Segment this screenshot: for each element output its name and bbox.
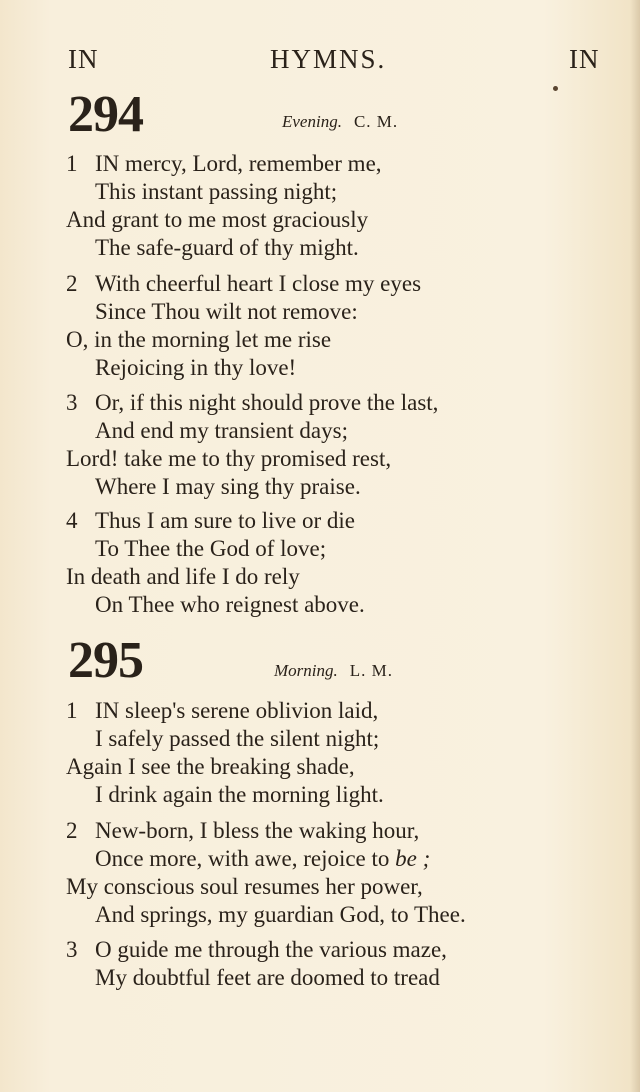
tune-name: Evening. C. M. (282, 112, 399, 131)
page-edge-shadow (630, 0, 640, 1092)
header-left-catchword: IN (68, 44, 99, 74)
verse-number: 4 (66, 508, 78, 533)
verse-number: 3 (66, 937, 78, 962)
verse-number: 1 (66, 151, 78, 176)
italic-word: be ; (395, 846, 431, 871)
hymn-header (68, 632, 588, 689)
meter: L. M. (349, 661, 393, 680)
verse-number: 2 (66, 818, 78, 843)
hymn-number: 294 (68, 86, 143, 143)
header-right-catchword: IN (569, 44, 600, 74)
hymn-number: 295 (68, 632, 143, 689)
verse-number: 1 (66, 698, 78, 723)
meter: C. M. (353, 112, 399, 131)
running-header (0, 44, 640, 78)
header-title: HYMNS. (270, 44, 387, 74)
book-page: IN HYMNS. IN 294 Evening. C. M. 1 IN mercy, Lord, remember me, This instant passing night; And grant to me most graciously The safe-guard of thy might. 2 With cheerful heart I close my eyes Since Thou wilt not remove: O, in the morning let me rise Rejoicing in thy love! 3 Or, if this night should prove the last, And end my transient days; Lord! take me to thy promised rest, Where I may sing thy praise. 4 Thus I am sure to live or die To Thee the God of love; In death and life I do rely On Thee who reignest above. 295 Morning. L. M. 1 IN sleep's serene oblivion laid, I safely passed the silent night; Again I see the breaking shade, I drink again the morning light. 2 New-born, I bless the waking hour, Once more, with awe, rejoice to be ; My conscious soul resumes her power, And springs, my guardian God, to Thee. 3 O guide me through the various maze, My doubtful feet are doomed to tread (0, 0, 640, 1092)
verse-number: 2 (66, 271, 78, 296)
verse-number: 3 (66, 390, 78, 415)
tune-name: Morning. L. M. (274, 661, 393, 680)
hymn-header (68, 86, 588, 143)
